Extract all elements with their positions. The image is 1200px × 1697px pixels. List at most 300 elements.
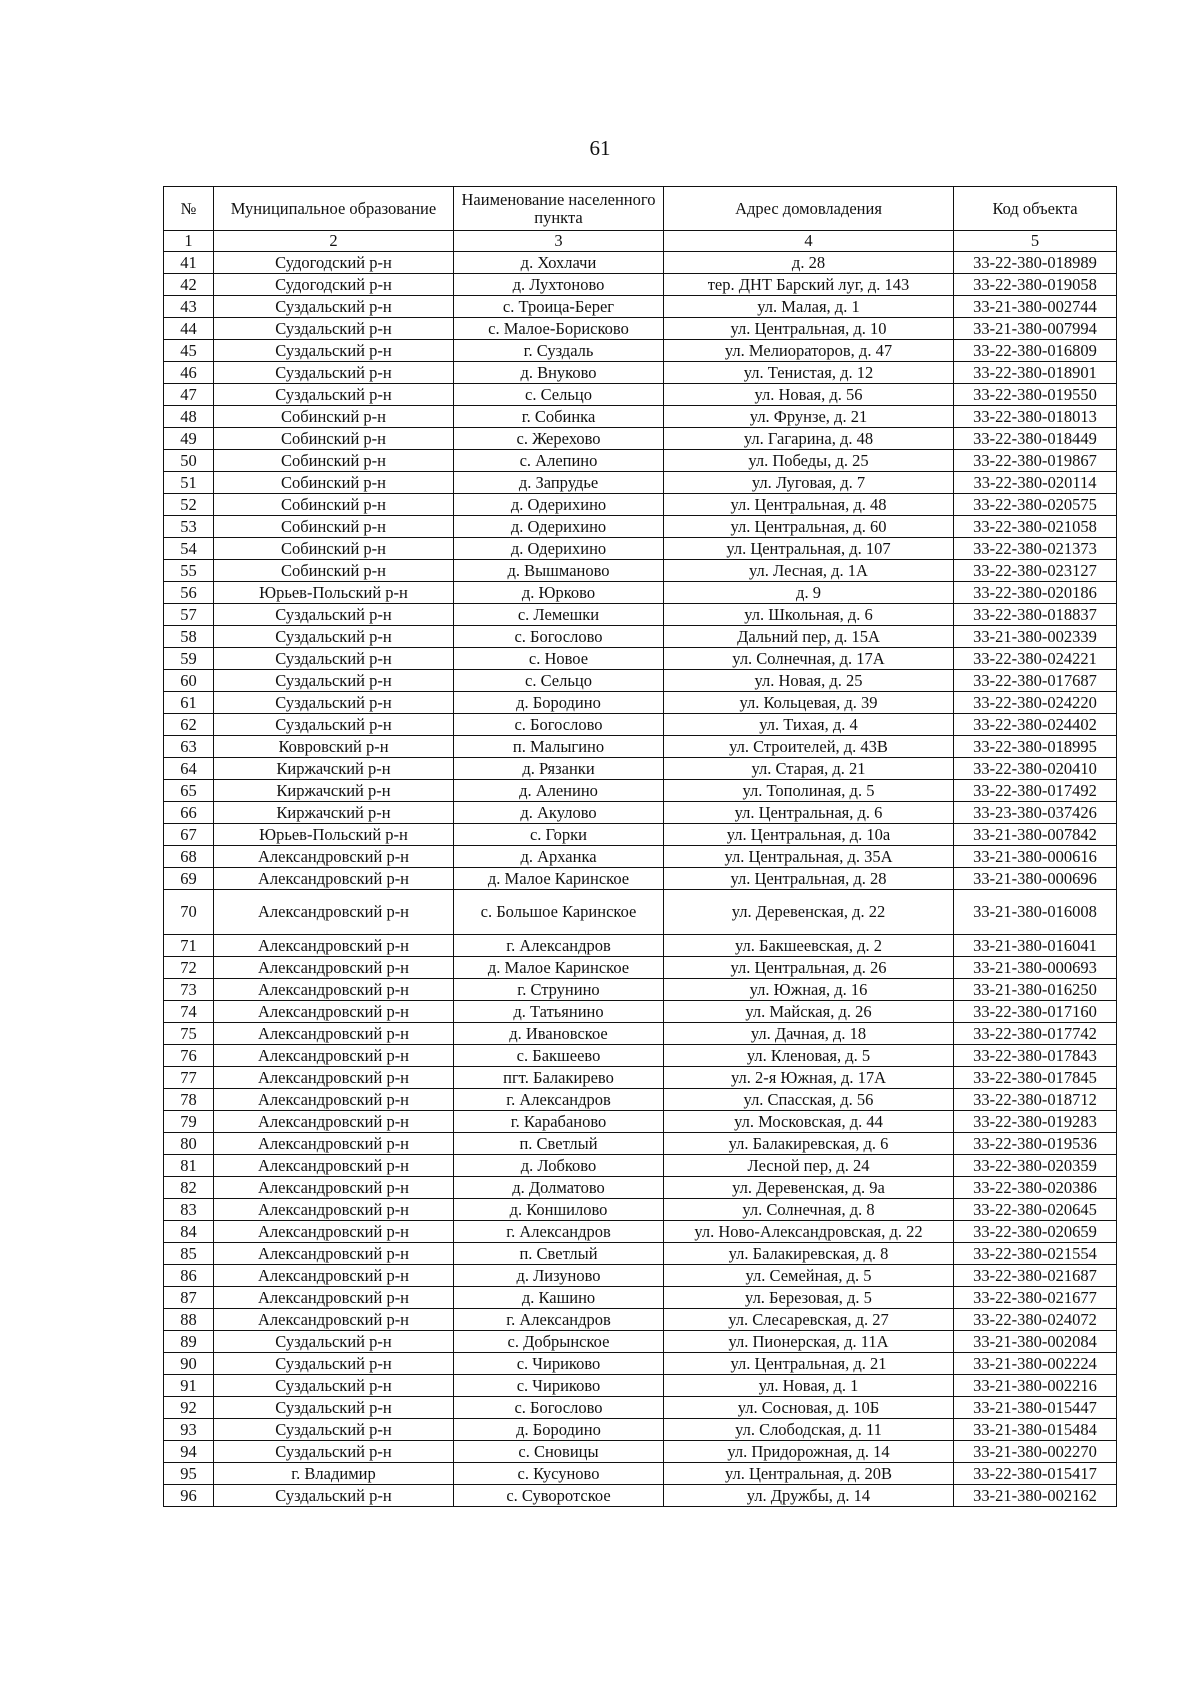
- object-code-cell: 33-22-380-020575: [954, 494, 1117, 516]
- row-number-cell: 70: [164, 890, 214, 935]
- table-row: [164, 736, 1117, 758]
- row-number-cell: 48: [164, 406, 214, 428]
- object-code-cell: 33-21-380-000693: [954, 957, 1117, 979]
- row-number-cell: 45: [164, 340, 214, 362]
- row-number-cell: 52: [164, 494, 214, 516]
- row-number-cell: 56: [164, 582, 214, 604]
- address-cell: ул. Дачная, д. 18: [664, 1023, 954, 1045]
- address-cell: ул. Балакиревская, д. 6: [664, 1133, 954, 1155]
- row-number-cell: 75: [164, 1023, 214, 1045]
- municipality-cell: Александровский р-н: [214, 1045, 454, 1067]
- table-row: [164, 1067, 1117, 1089]
- table-header: [164, 187, 1117, 252]
- address-cell: ул. Ново-Александровская, д. 22: [664, 1221, 954, 1243]
- row-number-cell: 59: [164, 648, 214, 670]
- address-cell: ул. Московская, д. 44: [664, 1111, 954, 1133]
- table-row: [164, 406, 1117, 428]
- table-row: [164, 868, 1117, 890]
- municipality-cell: Собинский р-н: [214, 472, 454, 494]
- object-code-cell: 33-22-380-024402: [954, 714, 1117, 736]
- object-code-cell: 33-22-380-020410: [954, 758, 1117, 780]
- settlement-cell: д. Вышманово: [454, 560, 664, 582]
- table-row: [164, 1111, 1117, 1133]
- municipality-cell: Киржачский р-н: [214, 780, 454, 802]
- object-code-cell: 33-22-380-024072: [954, 1309, 1117, 1331]
- municipality-cell: Собинский р-н: [214, 538, 454, 560]
- settlement-cell: г. Александров: [454, 935, 664, 957]
- municipality-cell: Александровский р-н: [214, 1177, 454, 1199]
- row-number-cell: 44: [164, 318, 214, 340]
- address-cell: ул. Сосновая, д. 10Б: [664, 1397, 954, 1419]
- municipality-cell: Александровский р-н: [214, 1287, 454, 1309]
- municipality-cell: Александровский р-н: [214, 979, 454, 1001]
- settlement-cell: г. Струнино: [454, 979, 664, 1001]
- table-body: [164, 252, 1117, 1507]
- address-cell: ул. Придорожная, д. 14: [664, 1441, 954, 1463]
- row-number-cell: 91: [164, 1375, 214, 1397]
- settlement-cell: д. Акулово: [454, 802, 664, 824]
- table-row: [164, 1023, 1117, 1045]
- municipality-cell: Юрьев-Польский р-н: [214, 824, 454, 846]
- municipality-cell: Суздальский р-н: [214, 318, 454, 340]
- object-code-cell: 33-22-380-020386: [954, 1177, 1117, 1199]
- settlement-cell: с. Лемешки: [454, 604, 664, 626]
- municipality-cell: Суздальский р-н: [214, 648, 454, 670]
- settlement-cell: с. Добрынское: [454, 1331, 664, 1353]
- municipality-cell: Александровский р-н: [214, 1133, 454, 1155]
- municipality-cell: Александровский р-н: [214, 890, 454, 935]
- settlement-cell: д. Запрудье: [454, 472, 664, 494]
- row-number-cell: 87: [164, 1287, 214, 1309]
- municipality-cell: Александровский р-н: [214, 1199, 454, 1221]
- table-row: [164, 1199, 1117, 1221]
- address-cell: ул. Тихая, д. 4: [664, 714, 954, 736]
- settlement-cell: д. Одерихино: [454, 516, 664, 538]
- object-code-cell: 33-21-380-002339: [954, 626, 1117, 648]
- object-code-cell: 33-22-380-019536: [954, 1133, 1117, 1155]
- municipality-cell: Александровский р-н: [214, 1221, 454, 1243]
- table-row: [164, 935, 1117, 957]
- settlement-cell: г. Собинка: [454, 406, 664, 428]
- municipality-cell: Александровский р-н: [214, 1001, 454, 1023]
- table-row: [164, 450, 1117, 472]
- settlement-cell: с. Сновицы: [454, 1441, 664, 1463]
- object-code-cell: 33-22-380-018837: [954, 604, 1117, 626]
- settlement-cell: д. Кашино: [454, 1287, 664, 1309]
- row-number-cell: 92: [164, 1397, 214, 1419]
- table-row: [164, 604, 1117, 626]
- row-number-cell: 96: [164, 1485, 214, 1507]
- settlement-cell: г. Александров: [454, 1309, 664, 1331]
- table-row: [164, 714, 1117, 736]
- object-code-cell: 33-22-380-019058: [954, 274, 1117, 296]
- municipality-cell: Александровский р-н: [214, 1243, 454, 1265]
- row-number-cell: 82: [164, 1177, 214, 1199]
- settlement-cell: г. Александров: [454, 1089, 664, 1111]
- registry-table-container: [163, 186, 1116, 1507]
- object-code-cell: 33-21-380-002084: [954, 1331, 1117, 1353]
- address-cell: ул. Луговая, д. 7: [664, 472, 954, 494]
- settlement-cell: д. Коншилово: [454, 1199, 664, 1221]
- municipality-cell: Суздальский р-н: [214, 384, 454, 406]
- table-row: [164, 1485, 1117, 1507]
- municipality-cell: Александровский р-н: [214, 935, 454, 957]
- address-cell: ул. Семейная, д. 5: [664, 1265, 954, 1287]
- settlement-cell: г. Александров: [454, 1221, 664, 1243]
- column-number: 4: [664, 231, 954, 252]
- settlement-cell: с. Чириково: [454, 1353, 664, 1375]
- address-cell: ул. Южная, д. 16: [664, 979, 954, 1001]
- municipality-cell: Суздальский р-н: [214, 1441, 454, 1463]
- table-row: [164, 516, 1117, 538]
- table-row: [164, 626, 1117, 648]
- settlement-cell: д. Лобково: [454, 1155, 664, 1177]
- settlement-cell: с. Сельцо: [454, 670, 664, 692]
- object-code-cell: 33-22-380-017492: [954, 780, 1117, 802]
- municipality-cell: Собинский р-н: [214, 494, 454, 516]
- address-cell: ул. Победы, д. 25: [664, 450, 954, 472]
- row-number-cell: 78: [164, 1089, 214, 1111]
- table-row: [164, 802, 1117, 824]
- object-code-cell: 33-23-380-037426: [954, 802, 1117, 824]
- object-code-cell: 33-22-380-020659: [954, 1221, 1117, 1243]
- address-cell: ул. Центральная, д. 10: [664, 318, 954, 340]
- address-cell: Дальний пер, д. 15А: [664, 626, 954, 648]
- object-code-cell: 33-22-380-021554: [954, 1243, 1117, 1265]
- table-row: [164, 560, 1117, 582]
- row-number-cell: 95: [164, 1463, 214, 1485]
- table-row: [164, 1441, 1117, 1463]
- row-number-cell: 71: [164, 935, 214, 957]
- address-cell: д. 9: [664, 582, 954, 604]
- address-cell: ул. Балакиревская, д. 8: [664, 1243, 954, 1265]
- settlement-cell: д. Юрково: [454, 582, 664, 604]
- table-row: [164, 1133, 1117, 1155]
- settlement-cell: д. Арханка: [454, 846, 664, 868]
- municipality-cell: Суздальский р-н: [214, 1485, 454, 1507]
- table-row: [164, 692, 1117, 714]
- address-cell: ул. Пионерская, д. 11А: [664, 1331, 954, 1353]
- object-code-cell: 33-21-380-002270: [954, 1441, 1117, 1463]
- settlement-cell: пгт. Балакирево: [454, 1067, 664, 1089]
- address-cell: ул. Центральная, д. 6: [664, 802, 954, 824]
- address-cell: ул. Деревенская, д. 9а: [664, 1177, 954, 1199]
- object-code-cell: 33-22-380-018712: [954, 1089, 1117, 1111]
- table-row: [164, 428, 1117, 450]
- table-row: [164, 1155, 1117, 1177]
- row-number-cell: 55: [164, 560, 214, 582]
- address-cell: тер. ДНТ Барский луг, д. 143: [664, 274, 954, 296]
- table-row: [164, 362, 1117, 384]
- object-code-cell: 33-22-380-017160: [954, 1001, 1117, 1023]
- table-row: [164, 824, 1117, 846]
- row-number-cell: 61: [164, 692, 214, 714]
- settlement-cell: д. Одерихино: [454, 538, 664, 560]
- object-code-cell: 33-22-380-021687: [954, 1265, 1117, 1287]
- row-number-cell: 86: [164, 1265, 214, 1287]
- municipality-cell: Суздальский р-н: [214, 340, 454, 362]
- row-number-cell: 80: [164, 1133, 214, 1155]
- settlement-cell: с. Малое-Борисково: [454, 318, 664, 340]
- table-row: [164, 979, 1117, 1001]
- address-cell: ул. Новая, д. 1: [664, 1375, 954, 1397]
- table-row: [164, 957, 1117, 979]
- row-number-cell: 49: [164, 428, 214, 450]
- address-cell: ул. Кольцевая, д. 39: [664, 692, 954, 714]
- row-number-cell: 60: [164, 670, 214, 692]
- settlement-cell: д. Малое Каринское: [454, 957, 664, 979]
- address-cell: ул. Школьная, д. 6: [664, 604, 954, 626]
- table-row: [164, 1309, 1117, 1331]
- settlement-cell: с. Сельцо: [454, 384, 664, 406]
- municipality-cell: Александровский р-н: [214, 1309, 454, 1331]
- table-row: [164, 1243, 1117, 1265]
- row-number-cell: 65: [164, 780, 214, 802]
- row-number-cell: 54: [164, 538, 214, 560]
- column-number: 3: [454, 231, 664, 252]
- settlement-cell: д. Долматово: [454, 1177, 664, 1199]
- address-cell: ул. Тополиная, д. 5: [664, 780, 954, 802]
- address-cell: ул. Центральная, д. 35А: [664, 846, 954, 868]
- settlement-cell: с. Кусуново: [454, 1463, 664, 1485]
- table-row: [164, 1089, 1117, 1111]
- table-row: [164, 1265, 1117, 1287]
- object-code-cell: 33-22-380-018989: [954, 252, 1117, 274]
- municipality-cell: Собинский р-н: [214, 406, 454, 428]
- address-cell: ул. Новая, д. 56: [664, 384, 954, 406]
- address-cell: ул. Центральная, д. 20В: [664, 1463, 954, 1485]
- table-row: [164, 1353, 1117, 1375]
- settlement-cell: с. Большое Каринское: [454, 890, 664, 935]
- object-code-cell: 33-21-380-016008: [954, 890, 1117, 935]
- object-code-cell: 33-22-380-015417: [954, 1463, 1117, 1485]
- object-code-cell: 33-21-380-002162: [954, 1485, 1117, 1507]
- settlement-cell: п. Светлый: [454, 1133, 664, 1155]
- municipality-cell: Киржачский р-н: [214, 802, 454, 824]
- municipality-cell: Киржачский р-н: [214, 758, 454, 780]
- address-cell: ул. Дружбы, д. 14: [664, 1485, 954, 1507]
- table-row: [164, 1045, 1117, 1067]
- object-code-cell: 33-22-380-024220: [954, 692, 1117, 714]
- object-code-cell: 33-22-380-024221: [954, 648, 1117, 670]
- settlement-cell: п. Светлый: [454, 1243, 664, 1265]
- municipality-cell: Суздальский р-н: [214, 296, 454, 318]
- settlement-cell: д. Ивановское: [454, 1023, 664, 1045]
- object-code-cell: 33-21-380-016041: [954, 935, 1117, 957]
- object-code-cell: 33-21-380-015447: [954, 1397, 1117, 1419]
- municipality-cell: Александровский р-н: [214, 1155, 454, 1177]
- address-cell: ул. Мелиораторов, д. 47: [664, 340, 954, 362]
- row-number-cell: 85: [164, 1243, 214, 1265]
- page-number: 61: [589, 136, 611, 160]
- settlement-cell: д. Малое Каринское: [454, 868, 664, 890]
- object-code-cell: 33-21-380-016250: [954, 979, 1117, 1001]
- header-address: Адрес домовладения: [664, 187, 954, 231]
- address-cell: ул. Фрунзе, д. 21: [664, 406, 954, 428]
- address-cell: ул. Слободская, д. 11: [664, 1419, 954, 1441]
- table-row: [164, 890, 1117, 935]
- column-number: 5: [954, 231, 1117, 252]
- settlement-cell: д. Одерихино: [454, 494, 664, 516]
- object-code-cell: 33-22-380-021677: [954, 1287, 1117, 1309]
- settlement-cell: г. Карабаново: [454, 1111, 664, 1133]
- settlement-cell: д. Хохлачи: [454, 252, 664, 274]
- table-row: [164, 1463, 1117, 1485]
- address-cell: ул. Березовая, д. 5: [664, 1287, 954, 1309]
- table-row: [164, 538, 1117, 560]
- table-row: [164, 1001, 1117, 1023]
- settlement-cell: г. Суздаль: [454, 340, 664, 362]
- address-cell: ул. Центральная, д. 107: [664, 538, 954, 560]
- settlement-cell: д. Лизуново: [454, 1265, 664, 1287]
- column-number: 1: [164, 231, 214, 252]
- settlement-cell: д. Лухтоново: [454, 274, 664, 296]
- object-code-cell: 33-22-380-018449: [954, 428, 1117, 450]
- table-row: [164, 582, 1117, 604]
- row-number-cell: 76: [164, 1045, 214, 1067]
- municipality-cell: Александровский р-н: [214, 868, 454, 890]
- row-number-cell: 79: [164, 1111, 214, 1133]
- object-code-cell: 33-22-380-021058: [954, 516, 1117, 538]
- settlement-cell: с. Горки: [454, 824, 664, 846]
- municipality-cell: Суздальский р-н: [214, 626, 454, 648]
- municipality-cell: Александровский р-н: [214, 1111, 454, 1133]
- municipality-cell: Суздальский р-н: [214, 1331, 454, 1353]
- address-cell: ул. Спасская, д. 56: [664, 1089, 954, 1111]
- column-number-row: [164, 231, 1117, 252]
- object-code-cell: 33-22-380-018901: [954, 362, 1117, 384]
- table-row: [164, 670, 1117, 692]
- address-cell: ул. Центральная, д. 10а: [664, 824, 954, 846]
- table-row: [164, 384, 1117, 406]
- row-number-cell: 88: [164, 1309, 214, 1331]
- header-number: №: [164, 187, 214, 231]
- address-cell: ул. Солнечная, д. 8: [664, 1199, 954, 1221]
- table-row: [164, 318, 1117, 340]
- municipality-cell: Александровский р-н: [214, 957, 454, 979]
- municipality-cell: Александровский р-н: [214, 1089, 454, 1111]
- settlement-cell: с. Богослово: [454, 714, 664, 736]
- municipality-cell: Юрьев-Польский р-н: [214, 582, 454, 604]
- header-object-code: Код объекта: [954, 187, 1117, 231]
- table-row: [164, 1287, 1117, 1309]
- municipality-cell: Суздальский р-н: [214, 714, 454, 736]
- row-number-cell: 62: [164, 714, 214, 736]
- row-number-cell: 83: [164, 1199, 214, 1221]
- municipality-cell: Александровский р-н: [214, 1265, 454, 1287]
- settlement-cell: п. Малыгино: [454, 736, 664, 758]
- object-code-cell: 33-22-380-020186: [954, 582, 1117, 604]
- settlement-cell: д. Аленино: [454, 780, 664, 802]
- row-number-cell: 72: [164, 957, 214, 979]
- object-code-cell: 33-22-380-017742: [954, 1023, 1117, 1045]
- address-cell: ул. Деревенская, д. 22: [664, 890, 954, 935]
- object-code-cell: 33-22-380-020359: [954, 1155, 1117, 1177]
- object-code-cell: 33-21-380-000696: [954, 868, 1117, 890]
- object-code-cell: 33-21-380-002224: [954, 1353, 1117, 1375]
- address-cell: ул. Слесаревская, д. 27: [664, 1309, 954, 1331]
- table-row: [164, 758, 1117, 780]
- municipality-cell: Судогодский р-н: [214, 274, 454, 296]
- municipality-cell: Суздальский р-н: [214, 604, 454, 626]
- settlement-cell: д. Бородино: [454, 1419, 664, 1441]
- row-number-cell: 69: [164, 868, 214, 890]
- row-number-cell: 50: [164, 450, 214, 472]
- row-number-cell: 77: [164, 1067, 214, 1089]
- municipality-cell: Суздальский р-н: [214, 670, 454, 692]
- row-number-cell: 43: [164, 296, 214, 318]
- municipality-cell: Собинский р-н: [214, 428, 454, 450]
- object-code-cell: 33-21-380-007994: [954, 318, 1117, 340]
- address-cell: ул. 2-я Южная, д. 17А: [664, 1067, 954, 1089]
- row-number-cell: 41: [164, 252, 214, 274]
- table-row: [164, 252, 1117, 274]
- table-row: [164, 1221, 1117, 1243]
- settlement-cell: д. Татьянино: [454, 1001, 664, 1023]
- row-number-cell: 93: [164, 1419, 214, 1441]
- object-code-cell: 33-21-380-002744: [954, 296, 1117, 318]
- object-code-cell: 33-22-380-019550: [954, 384, 1117, 406]
- municipality-cell: Александровский р-н: [214, 846, 454, 868]
- table-row: [164, 846, 1117, 868]
- row-number-cell: 63: [164, 736, 214, 758]
- address-cell: ул. Майская, д. 26: [664, 1001, 954, 1023]
- header-row: [164, 187, 1117, 231]
- address-cell: Лесной пер, д. 24: [664, 1155, 954, 1177]
- object-code-cell: 33-21-380-015484: [954, 1419, 1117, 1441]
- object-code-cell: 33-22-380-020645: [954, 1199, 1117, 1221]
- row-number-cell: 47: [164, 384, 214, 406]
- settlement-cell: с. Новое: [454, 648, 664, 670]
- address-cell: ул. Малая, д. 1: [664, 296, 954, 318]
- address-cell: ул. Центральная, д. 21: [664, 1353, 954, 1375]
- table-row: [164, 648, 1117, 670]
- column-number: 2: [214, 231, 454, 252]
- address-cell: ул. Гагарина, д. 48: [664, 428, 954, 450]
- address-cell: ул. Центральная, д. 28: [664, 868, 954, 890]
- object-code-cell: 33-21-380-007842: [954, 824, 1117, 846]
- row-number-cell: 81: [164, 1155, 214, 1177]
- table-row: [164, 1397, 1117, 1419]
- address-cell: ул. Тенистая, д. 12: [664, 362, 954, 384]
- municipality-cell: Суздальский р-н: [214, 1397, 454, 1419]
- municipality-cell: Суздальский р-н: [214, 362, 454, 384]
- row-number-cell: 58: [164, 626, 214, 648]
- row-number-cell: 57: [164, 604, 214, 626]
- object-code-cell: 33-22-380-017687: [954, 670, 1117, 692]
- address-cell: ул. Солнечная, д. 17А: [664, 648, 954, 670]
- table-row: [164, 274, 1117, 296]
- settlement-cell: д. Рязанки: [454, 758, 664, 780]
- address-cell: ул. Центральная, д. 60: [664, 516, 954, 538]
- header-settlement: Наименование населенного пункта: [454, 187, 664, 231]
- municipality-cell: Ковровский р-н: [214, 736, 454, 758]
- settlement-cell: д. Внуково: [454, 362, 664, 384]
- object-code-cell: 33-22-380-020114: [954, 472, 1117, 494]
- table-row: [164, 1375, 1117, 1397]
- row-number-cell: 53: [164, 516, 214, 538]
- address-cell: ул. Новая, д. 25: [664, 670, 954, 692]
- settlement-cell: с. Алепино: [454, 450, 664, 472]
- address-cell: ул. Центральная, д. 48: [664, 494, 954, 516]
- address-cell: ул. Лесная, д. 1А: [664, 560, 954, 582]
- address-cell: д. 28: [664, 252, 954, 274]
- table-row: [164, 1177, 1117, 1199]
- object-code-cell: 33-21-380-002216: [954, 1375, 1117, 1397]
- row-number-cell: 51: [164, 472, 214, 494]
- settlement-cell: с. Суворотское: [454, 1485, 664, 1507]
- address-cell: ул. Кленовая, д. 5: [664, 1045, 954, 1067]
